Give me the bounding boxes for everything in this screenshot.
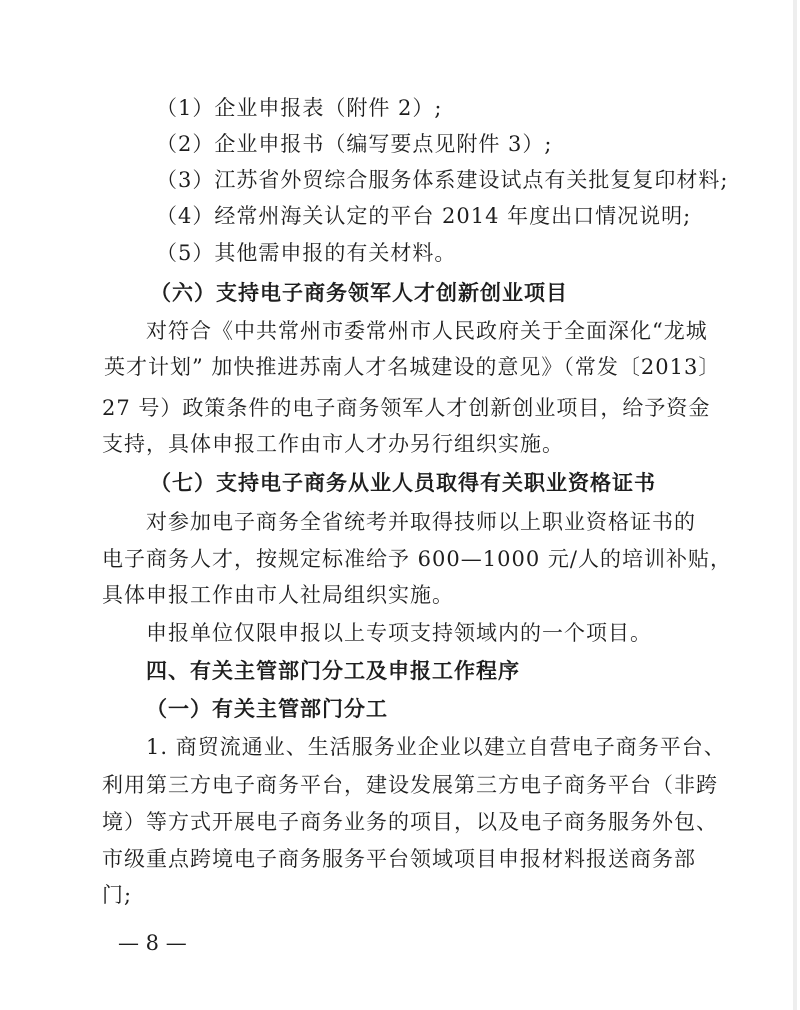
paragraph-line: 对参加电子商务全省统考并取得技师以上职业资格证书的 — [146, 510, 696, 534]
paragraph-line: 申报单位仅限申报以上专项支持领域内的一个项目。 — [146, 621, 652, 645]
page-number: — 8 — — [118, 931, 187, 955]
section-heading-6: （六）支持电子商务领军人才创新创业项目 — [150, 281, 568, 305]
paragraph-line: 市级重点跨境电子商务服务平台领域项目申报材料报送商务部 — [102, 847, 696, 871]
paragraph-line: 电子商务人才，按规定标准给予 600—1000 元/人的培训补贴， — [102, 547, 732, 571]
paragraph-line: 利用第三方电子商务平台，建设发展第三方电子商务平台（非跨 — [102, 773, 718, 797]
paragraph-line: 支持，具体申报工作由市人才办另行组织实施。 — [102, 432, 564, 456]
section-heading-1: （一）有关主管部门分工 — [146, 697, 388, 721]
paragraph-line: 门; — [102, 883, 133, 907]
chapter-heading-4: 四、有关主管部门分工及申报工作程序 — [146, 659, 520, 683]
paragraph-line: 对符合《中共常州市委常州市人民政府关于全面深化“龙城 — [146, 319, 708, 343]
section-heading-7: （七）支持电子商务从业人员取得有关职业资格证书 — [150, 471, 656, 495]
paragraph-line: 27 号）政策条件的电子商务领军人才创新创业项目，给予资金 — [102, 396, 711, 420]
list-item-2: （2）企业申报书（编写要点见附件 3）; — [156, 132, 553, 156]
paragraph-line: 具体申报工作由市人社局组织实施。 — [102, 583, 454, 607]
list-item-3: （3）江苏省外贸综合服务体系建设试点有关批复复印材料; — [156, 168, 729, 192]
list-item-5: （5）其他需申报的有关材料。 — [156, 241, 457, 265]
paragraph-line: 1. 商贸流通业、生活服务业企业以建立自营电子商务平台、 — [146, 735, 726, 759]
list-item-1: （1）企业申报表（附件 2）; — [156, 96, 443, 120]
scan-edge — [793, 0, 797, 1010]
paragraph-line: 境）等方式开展电子商务业务的项目，以及电子商务服务外包、 — [102, 810, 718, 834]
paragraph-line: 英才计划” 加快推进苏南人才名城建设的意见》（常发〔2013〕 — [104, 355, 721, 379]
list-item-4: （4）经常州海关认定的平台 2014 年度出口情况说明; — [156, 204, 692, 228]
